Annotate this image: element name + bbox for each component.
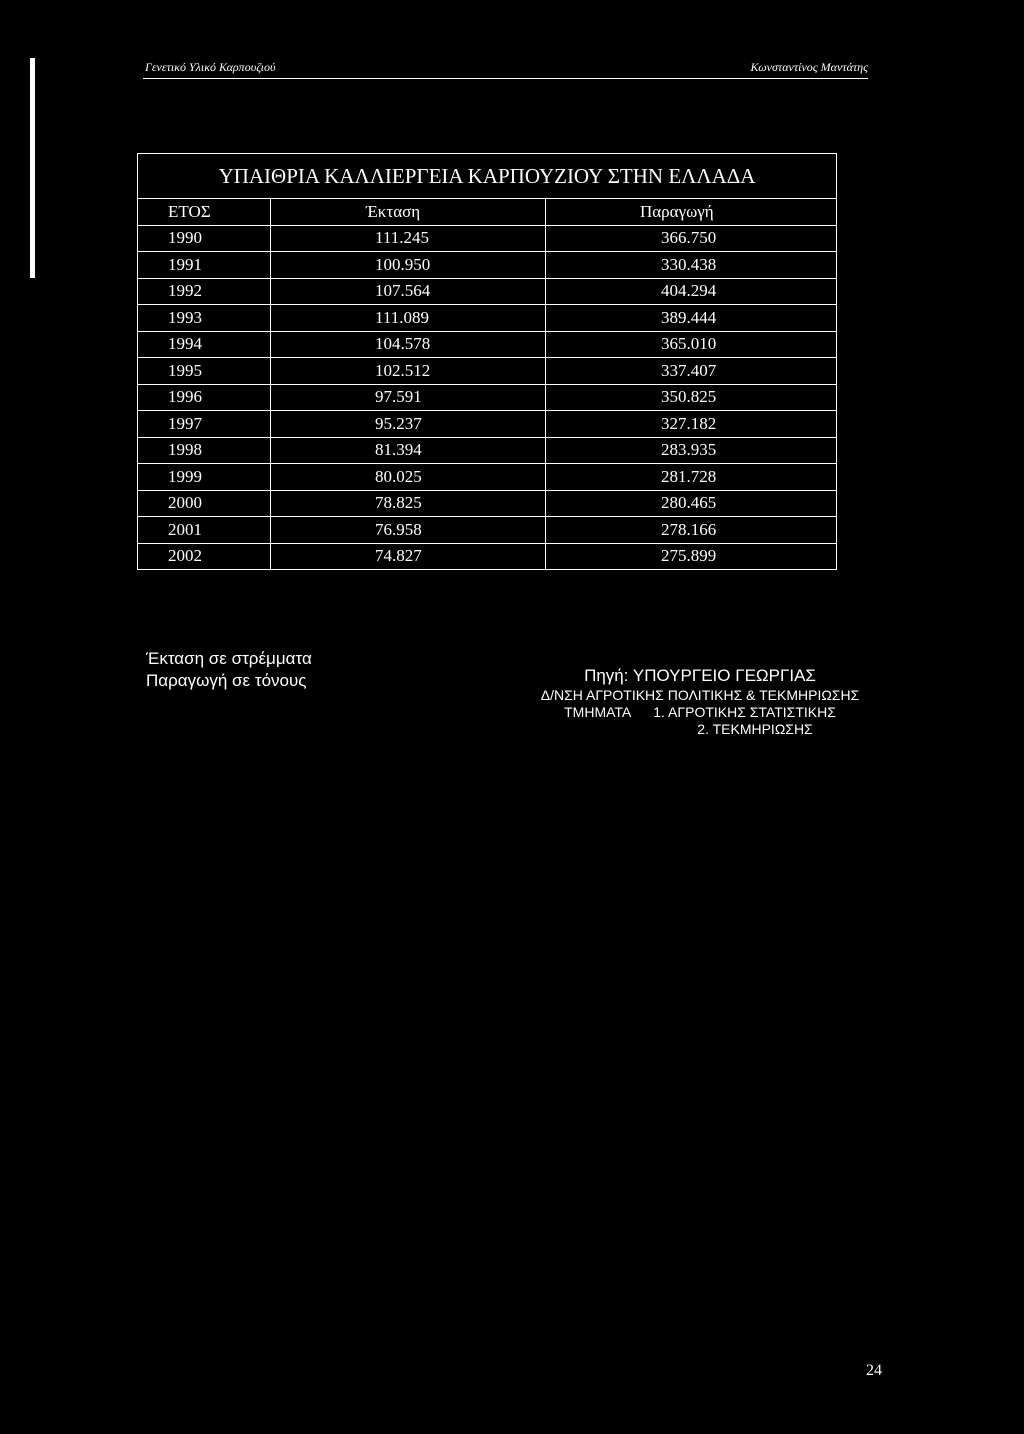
cell-area: 80.025 bbox=[271, 464, 546, 491]
page-number: 24 bbox=[866, 1362, 882, 1379]
cell-production: 283.935 bbox=[546, 437, 837, 464]
cell-production: 275.899 bbox=[546, 543, 837, 570]
cell-year: 1991 bbox=[138, 252, 271, 279]
cell-area: 111.089 bbox=[271, 305, 546, 332]
cell-production: 365.010 bbox=[546, 331, 837, 358]
table-row bbox=[138, 464, 837, 491]
cell-area: 111.245 bbox=[271, 225, 546, 252]
cell-production: 337.407 bbox=[546, 358, 837, 385]
cell-year: 2001 bbox=[138, 517, 271, 544]
table-row bbox=[138, 490, 837, 517]
cell-area: 107.564 bbox=[271, 278, 546, 305]
table-row bbox=[138, 225, 837, 252]
cell-production: 366.750 bbox=[546, 225, 837, 252]
table-row bbox=[138, 411, 837, 438]
cell-year: 1995 bbox=[138, 358, 271, 385]
cell-year: 1996 bbox=[138, 384, 271, 411]
cell-production: 389.444 bbox=[546, 305, 837, 332]
column-header-area: Έκταση bbox=[271, 199, 546, 226]
cell-production: 281.728 bbox=[546, 464, 837, 491]
table-body bbox=[138, 225, 837, 570]
cell-area: 104.578 bbox=[271, 331, 546, 358]
cell-year: 1994 bbox=[138, 331, 271, 358]
production-unit-note: Παραγωγή σε τόνους bbox=[146, 671, 307, 690]
table-row bbox=[138, 252, 837, 279]
unit-notes bbox=[146, 648, 312, 692]
cell-area: 74.827 bbox=[271, 543, 546, 570]
cell-area: 78.825 bbox=[271, 490, 546, 517]
table-row bbox=[138, 331, 837, 358]
source-departments bbox=[440, 704, 960, 721]
cell-area: 102.512 bbox=[271, 358, 546, 385]
source-block bbox=[440, 665, 960, 738]
cell-area: 95.237 bbox=[271, 411, 546, 438]
column-header-year: ΕΤΟΣ bbox=[138, 199, 271, 226]
margin-bar bbox=[30, 58, 35, 278]
source-section-2: 2. ΤΕΚΜΗΡΙΩΣΗΣ bbox=[697, 721, 813, 737]
cell-production: 278.166 bbox=[546, 517, 837, 544]
table-row bbox=[138, 278, 837, 305]
source-directorate: Δ/ΝΣΗ ΑΓΡΟΤΙΚΗΣ ΠΟΛΙΤΙΚΗΣ & ΤΕΚΜΗΡΙΩΣΗΣ bbox=[540, 687, 860, 703]
column-header-production: Παραγωγή bbox=[546, 199, 837, 226]
table-row bbox=[138, 305, 837, 332]
cell-year: 1999 bbox=[138, 464, 271, 491]
cell-year: 1990 bbox=[138, 225, 271, 252]
cell-year: 1992 bbox=[138, 278, 271, 305]
cell-area: 97.591 bbox=[271, 384, 546, 411]
cell-year: 2002 bbox=[168, 546, 202, 566]
cell-production: 280.465 bbox=[546, 490, 837, 517]
table-row bbox=[138, 358, 837, 385]
table-title: ΥΠΑΙΘΡΙΑ ΚΑΛΛΙΕΡΓΕΙΑ ΚΑΡΠΟΥΖΙΟΥ ΣΤΗΝ ΕΛΛΑΔΑ bbox=[138, 154, 837, 199]
cell-year: 1993 bbox=[138, 305, 271, 332]
cell-year: 2000 bbox=[138, 490, 271, 517]
cell-production: 327.182 bbox=[546, 411, 837, 438]
header-author: Κωνσταντίνος Μαντάτης bbox=[750, 60, 868, 74]
source-section-label: ΤΜΗΜΑΤΑ bbox=[564, 704, 632, 720]
cell-production: 404.294 bbox=[546, 278, 837, 305]
table-row bbox=[138, 437, 837, 464]
table-row bbox=[138, 543, 837, 570]
header-title: Γενετικό Υλικό Καρπουζιού bbox=[145, 60, 276, 74]
cell-production: 350.825 bbox=[546, 384, 837, 411]
table-row bbox=[138, 384, 837, 411]
table-row bbox=[138, 517, 837, 544]
cell-production: 330.438 bbox=[546, 252, 837, 279]
cell-year: 1998 bbox=[138, 437, 271, 464]
page-header bbox=[143, 60, 868, 79]
source-main: Πηγή: ΥΠΟΥΡΓΕΙΟ ΓΕΩΡΓΙΑΣ bbox=[584, 666, 816, 685]
source-section-1: 1. ΑΓΡΟΤΙΚΗΣ ΣΤΑΤΙΣΤΙΚΗΣ bbox=[653, 704, 836, 720]
cell-year: 1997 bbox=[138, 411, 271, 438]
cell-area: 81.394 bbox=[271, 437, 546, 464]
watermelon-cultivation-table bbox=[137, 153, 837, 570]
cell-area: 100.950 bbox=[271, 252, 546, 279]
area-unit-note: Έκταση σε στρέμματα bbox=[146, 649, 312, 668]
cell-area: 76.958 bbox=[271, 517, 546, 544]
